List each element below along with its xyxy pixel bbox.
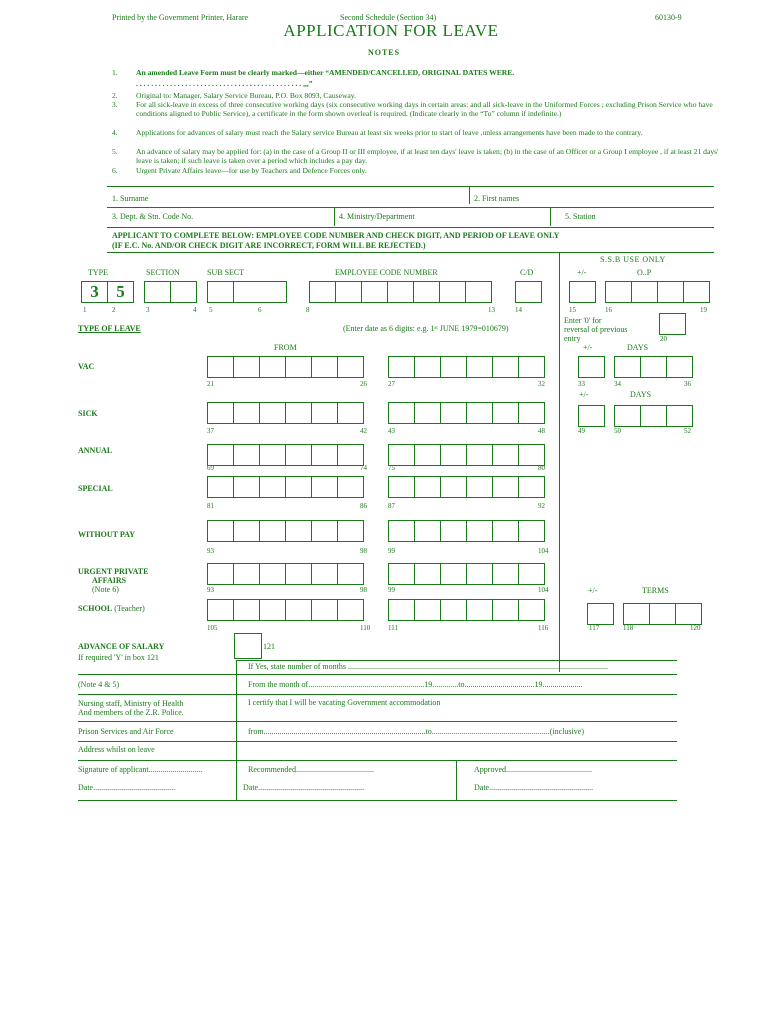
box-number: 4 [193, 306, 197, 314]
to-date-box[interactable] [518, 476, 545, 498]
from-date-box[interactable] [337, 356, 364, 378]
urgent-note: (Note 6) [92, 585, 119, 594]
box-number: 99 [388, 547, 395, 555]
emp-code-box[interactable] [465, 281, 492, 303]
employee-code-label: EMPLOYEE CODE NUMBER [335, 268, 438, 277]
notes-heading: NOTES [367, 48, 401, 57]
to-date-box[interactable] [388, 356, 415, 378]
note-4-5: (Note 4 & 5) [78, 680, 120, 689]
to-date-boxes[interactable] [388, 402, 545, 424]
op-box[interactable] [631, 281, 658, 303]
ssb-sign-box[interactable] [569, 281, 596, 303]
prison-label: Prison Services and Air Force [78, 727, 174, 736]
divider [78, 760, 677, 761]
box-number: 87 [388, 502, 395, 510]
ssb-days-box[interactable] [614, 405, 641, 427]
op-box[interactable] [683, 281, 710, 303]
box-number: 99 [388, 586, 395, 594]
to-date-box[interactable] [466, 356, 493, 378]
box-number: 16 [605, 306, 612, 314]
box-number: 43 [388, 427, 395, 435]
from-date-box[interactable] [311, 599, 338, 621]
box-number: 3 [146, 306, 150, 314]
box-number: 80 [538, 464, 545, 472]
box-number: 69 [207, 464, 214, 472]
from-date-box[interactable] [233, 599, 260, 621]
days-label: DAYS [630, 390, 652, 399]
box-number: 92 [538, 502, 545, 510]
urgent-label-2: AFFAIRS [92, 576, 127, 585]
from-date-box[interactable] [311, 563, 338, 585]
ssb-sign-box[interactable] [578, 356, 605, 378]
to-date-box[interactable] [440, 520, 467, 542]
to-date-boxes[interactable] [388, 356, 545, 378]
to-date-box[interactable] [440, 402, 467, 424]
from-date-box[interactable] [259, 520, 286, 542]
to-date-box[interactable] [388, 402, 415, 424]
from-date-boxes[interactable] [207, 563, 364, 585]
box-number: 14 [515, 306, 522, 314]
to-date-box[interactable] [518, 444, 545, 466]
box-number: 27 [388, 380, 395, 388]
from-date-box[interactable] [285, 563, 312, 585]
from-date-box[interactable] [337, 402, 364, 424]
from-date-box[interactable] [207, 402, 234, 424]
divider [107, 227, 714, 228]
from-date-box[interactable] [337, 444, 364, 466]
divider [107, 186, 714, 187]
box-number: 36 [684, 380, 691, 388]
sign-box[interactable] [569, 281, 596, 303]
box-number: 13 [488, 306, 495, 314]
advance-input[interactable] [234, 633, 262, 659]
first-names-field[interactable]: 2. First names [474, 194, 520, 203]
to-date-box[interactable] [466, 563, 493, 585]
advance-box[interactable] [234, 633, 262, 655]
ssb-days-box[interactable] [614, 356, 641, 378]
to-date-box[interactable] [518, 402, 545, 424]
divider [236, 660, 677, 661]
to-date-boxes[interactable] [388, 444, 545, 466]
plus-minus-label: +/- [577, 268, 587, 277]
months-field[interactable]: If Yes, state number of months .................................................................................................................................. [248, 662, 608, 671]
box-number: 32 [538, 380, 545, 388]
box-number: 104 [538, 547, 549, 555]
op-box[interactable] [605, 281, 632, 303]
divider [78, 741, 677, 742]
nursing-label-2: And members of the Z.R. Police. [78, 708, 184, 717]
ssb-use-only: S.S.B USE ONLY [600, 255, 666, 264]
to-date-box[interactable] [440, 599, 467, 621]
from-date-box[interactable] [207, 444, 234, 466]
op-label: O..P [637, 268, 652, 277]
box-number: 26 [360, 380, 367, 388]
ssb-column-divider [559, 252, 560, 672]
ssb-days-box[interactable] [666, 405, 693, 427]
from-date-box[interactable] [285, 402, 312, 424]
section-box[interactable] [144, 281, 171, 303]
box-number: 42 [360, 427, 367, 435]
divider [78, 721, 677, 722]
recommended-field[interactable]: Recommended....................................... [248, 765, 374, 774]
from-date-box[interactable] [311, 520, 338, 542]
to-date-box[interactable] [466, 402, 493, 424]
to-date-box[interactable] [440, 356, 467, 378]
to-date-box[interactable] [414, 520, 441, 542]
sign-label: +/- [583, 343, 593, 352]
ssb-sign-boxes[interactable] [578, 405, 605, 427]
from-date-boxes[interactable] [207, 402, 364, 424]
employee-code-boxes[interactable] [309, 281, 492, 303]
check-digit-box[interactable] [515, 281, 542, 303]
ssb-days-box[interactable] [640, 356, 667, 378]
to-date-boxes[interactable] [388, 563, 545, 585]
box-number: 111 [388, 624, 398, 632]
to-date-box[interactable] [440, 563, 467, 585]
from-date-box[interactable] [207, 356, 234, 378]
from-date-box[interactable] [311, 444, 338, 466]
from-date-box[interactable] [259, 356, 286, 378]
check-digit-label: C/D [520, 268, 534, 277]
type-digit-2[interactable]: 5 [107, 281, 134, 303]
box-number: 48 [538, 427, 545, 435]
to-date-box[interactable] [492, 402, 519, 424]
to-date-box[interactable] [466, 444, 493, 466]
emp-code-box[interactable] [309, 281, 336, 303]
from-date-box[interactable] [285, 356, 312, 378]
op-box[interactable] [657, 281, 684, 303]
from-date-box[interactable] [233, 444, 260, 466]
to-date-box[interactable] [492, 599, 519, 621]
from-date-boxes[interactable] [207, 356, 364, 378]
from-date-box[interactable] [259, 563, 286, 585]
to-date-box[interactable] [466, 599, 493, 621]
to-date-box[interactable] [492, 444, 519, 466]
advance-salary-label: ADVANCE OF SALARY [78, 642, 165, 651]
date-field-recommended[interactable]: Date..................................................... [243, 783, 365, 792]
ssb-terms-boxes[interactable] [623, 603, 702, 625]
from-date-box[interactable] [337, 563, 364, 585]
emp-code-box[interactable] [439, 281, 466, 303]
to-date-box[interactable] [518, 563, 545, 585]
form-title: APPLICATION FOR LEAVE [283, 21, 499, 40]
box-number: 2 [112, 306, 116, 314]
rejection-warning: (IF E.C. No. AND/OR CHECK DIGIT ARE INCORRECT, FORM WILL BE REJECTED.) [112, 241, 426, 250]
sign-label: +/- [588, 586, 598, 595]
dept-code-field[interactable]: 3. Dept. & Stn. Code No. [112, 212, 194, 221]
to-date-box[interactable] [414, 356, 441, 378]
box-number: 74 [360, 464, 367, 472]
subsect-boxes[interactable] [207, 281, 287, 303]
days-label: DAYS [627, 343, 649, 352]
form-number: 60130-9 [655, 13, 682, 22]
surname-field[interactable]: 1. Surname [112, 194, 149, 203]
box-number: 50 [614, 427, 621, 435]
divider [236, 660, 237, 800]
special-label: SPECIAL [78, 484, 113, 493]
station-field[interactable]: 5. Station [565, 212, 596, 221]
from-date-boxes[interactable] [207, 444, 364, 466]
to-date-box[interactable] [492, 563, 519, 585]
to-date-box[interactable] [440, 476, 467, 498]
ssb-terms-box[interactable] [623, 603, 650, 625]
to-date-box[interactable] [440, 444, 467, 466]
box-number: 104 [538, 586, 549, 594]
box-number: 86 [360, 502, 367, 510]
from-date-box[interactable] [285, 520, 312, 542]
box-number: 49 [578, 427, 585, 435]
to-date-box[interactable] [388, 563, 415, 585]
printer-credit: Printed by the Government Printer, Harare [112, 13, 249, 22]
to-date-box[interactable] [388, 599, 415, 621]
box-number: 75 [388, 464, 395, 472]
from-date-box[interactable] [337, 520, 364, 542]
date-format-hint: (Enter date as 6 digits: e.g. 1ˢᵗ JUNE 1979=010679) [343, 324, 509, 333]
terms-label: TERMS [642, 586, 669, 595]
from-date-box[interactable] [285, 444, 312, 466]
from-date-box[interactable] [285, 599, 312, 621]
ssb-sign-box[interactable] [578, 405, 605, 427]
box-number: 116 [538, 624, 549, 632]
divider [550, 207, 551, 226]
urgent-label-1: URGENT PRIVATE [78, 567, 149, 576]
from-date-box[interactable] [259, 476, 286, 498]
reversal-box[interactable] [659, 313, 686, 335]
from-date-box[interactable] [233, 476, 260, 498]
from-date-box[interactable] [233, 356, 260, 378]
from-label: FROM [274, 343, 297, 352]
section-box[interactable] [170, 281, 197, 303]
from-date-box[interactable] [233, 520, 260, 542]
from-date-box[interactable] [207, 476, 234, 498]
annual-label: ANNUAL [78, 446, 113, 455]
nursing-label-1: Nursing staff, Ministry of Health [78, 699, 184, 708]
emp-code-box[interactable] [335, 281, 362, 303]
ssb-days-boxes[interactable] [614, 405, 693, 427]
box-number: 81 [207, 502, 214, 510]
emp-code-box[interactable] [361, 281, 388, 303]
ssb-days-box[interactable] [640, 405, 667, 427]
box-number: 98 [360, 547, 367, 555]
from-date-boxes[interactable] [207, 476, 364, 498]
to-date-box[interactable] [492, 476, 519, 498]
vac-label: VAC [78, 362, 95, 371]
to-date-box[interactable] [388, 476, 415, 498]
ssb-days-boxes[interactable] [614, 356, 693, 378]
from-to-field[interactable]: from.................................................................................to...........................................................(inclusive) [248, 727, 584, 736]
to-date-box[interactable] [518, 599, 545, 621]
address-field[interactable]: Address whilst on leave [78, 745, 155, 754]
op-boxes[interactable] [605, 281, 710, 303]
from-month-field[interactable]: From the month of..........................................................19.............to...................................19.................... [248, 680, 583, 689]
ssb-terms-box[interactable] [675, 603, 702, 625]
to-date-box[interactable] [414, 563, 441, 585]
box-number: 52 [684, 427, 691, 435]
approved-field[interactable]: Approved........................................... [474, 765, 592, 774]
to-date-box[interactable] [414, 599, 441, 621]
divider [107, 207, 714, 208]
box-number: 33 [578, 380, 585, 388]
to-date-box[interactable] [466, 476, 493, 498]
from-date-boxes[interactable] [207, 520, 364, 542]
from-date-box[interactable] [207, 563, 234, 585]
box-number: 121 [263, 642, 275, 651]
from-date-box[interactable] [207, 599, 234, 621]
to-date-box[interactable] [414, 402, 441, 424]
date-field-approved[interactable]: Date.................................................... [474, 783, 594, 792]
ssb-sign-box[interactable] [587, 603, 614, 625]
divider [78, 694, 677, 695]
type-boxes[interactable] [81, 281, 134, 303]
to-date-box[interactable] [518, 520, 545, 542]
box-number: 15 [569, 306, 576, 314]
from-date-box[interactable] [337, 476, 364, 498]
from-date-box[interactable] [233, 563, 260, 585]
box-number: 117 [589, 624, 600, 632]
date-field-applicant[interactable]: Date......................................... [78, 783, 176, 792]
type-digit-1[interactable]: 3 [81, 281, 108, 303]
box-number: 6 [258, 306, 262, 314]
divider [107, 252, 714, 253]
section-label: SECTION [146, 268, 180, 277]
box-number: 21 [207, 380, 214, 388]
from-date-box[interactable] [259, 402, 286, 424]
box-number: 93 [207, 547, 214, 555]
reversal-input[interactable] [659, 313, 686, 335]
box-number: 1 [83, 306, 87, 314]
type-label: TYPE [88, 268, 108, 277]
box-number: 34 [614, 380, 621, 388]
from-date-box[interactable] [311, 402, 338, 424]
to-date-box[interactable] [466, 520, 493, 542]
to-date-box[interactable] [388, 520, 415, 542]
advance-hint: If required 'Y' in box 121 [78, 653, 159, 662]
to-date-box[interactable] [388, 444, 415, 466]
box-number: 8 [306, 306, 310, 314]
box-number: 19 [700, 306, 707, 314]
school-label: SCHOOL (Teacher) [78, 604, 145, 613]
signature-field[interactable]: Signature of applicant........................... [78, 765, 203, 774]
to-date-box[interactable] [518, 356, 545, 378]
subsect-box[interactable] [207, 281, 234, 303]
box-number: 20 [660, 335, 667, 343]
sick-label: SICK [78, 409, 98, 418]
box-number: 98 [360, 586, 367, 594]
without-pay-label: WITHOUT PAY [78, 530, 135, 539]
from-date-box[interactable] [207, 520, 234, 542]
type-of-leave-heading: TYPE OF LEAVE [78, 324, 141, 333]
divider [456, 760, 457, 800]
schedule-label: Second Schedule (Section 34) [340, 13, 437, 22]
ssb-sign-boxes[interactable] [587, 603, 614, 625]
ssb-days-box[interactable] [666, 356, 693, 378]
from-date-box[interactable] [337, 599, 364, 621]
from-date-box[interactable] [311, 476, 338, 498]
from-date-box[interactable] [259, 444, 286, 466]
box-number: 93 [207, 586, 214, 594]
to-date-boxes[interactable] [388, 476, 545, 498]
box-number: 5 [209, 306, 213, 314]
divider [78, 800, 677, 801]
certify-text: I certify that I will be vacating Government accommodation [248, 698, 441, 707]
to-date-box[interactable] [414, 476, 441, 498]
to-date-boxes[interactable] [388, 599, 545, 621]
reversal-hint: Enter '0' for reversal of previous entry [564, 316, 628, 343]
to-date-boxes[interactable] [388, 520, 545, 542]
section-boxes[interactable] [144, 281, 197, 303]
divider [469, 186, 470, 204]
emp-code-box[interactable] [387, 281, 414, 303]
from-date-box[interactable] [285, 476, 312, 498]
to-date-box[interactable] [492, 520, 519, 542]
ministry-field[interactable]: 4. Ministry/Department [339, 212, 415, 221]
to-date-box[interactable] [414, 444, 441, 466]
box-number: 110 [360, 624, 371, 632]
box-number: 105 [207, 624, 218, 632]
to-date-box[interactable] [492, 356, 519, 378]
sign-label: +/- [579, 390, 589, 399]
box-number: 118 [623, 624, 634, 632]
from-date-box[interactable] [233, 402, 260, 424]
cd-box[interactable] [515, 281, 542, 303]
from-date-box[interactable] [311, 356, 338, 378]
box-number: 120 [690, 624, 701, 632]
divider [334, 207, 335, 226]
subsect-box[interactable] [233, 281, 287, 303]
divider [78, 674, 677, 675]
from-date-boxes[interactable] [207, 599, 364, 621]
box-number: 37 [207, 427, 214, 435]
ssb-terms-box[interactable] [649, 603, 676, 625]
from-date-box[interactable] [259, 599, 286, 621]
ssb-sign-boxes[interactable] [578, 356, 605, 378]
emp-code-box[interactable] [413, 281, 440, 303]
applicant-instruction: APPLICANT TO COMPLETE BELOW: EMPLOYEE CODE NUMBER AND CHECK DIGIT, AND PERIOD OF LEAVE ONLY [112, 231, 560, 240]
subsect-label: SUB SECT [207, 268, 245, 277]
